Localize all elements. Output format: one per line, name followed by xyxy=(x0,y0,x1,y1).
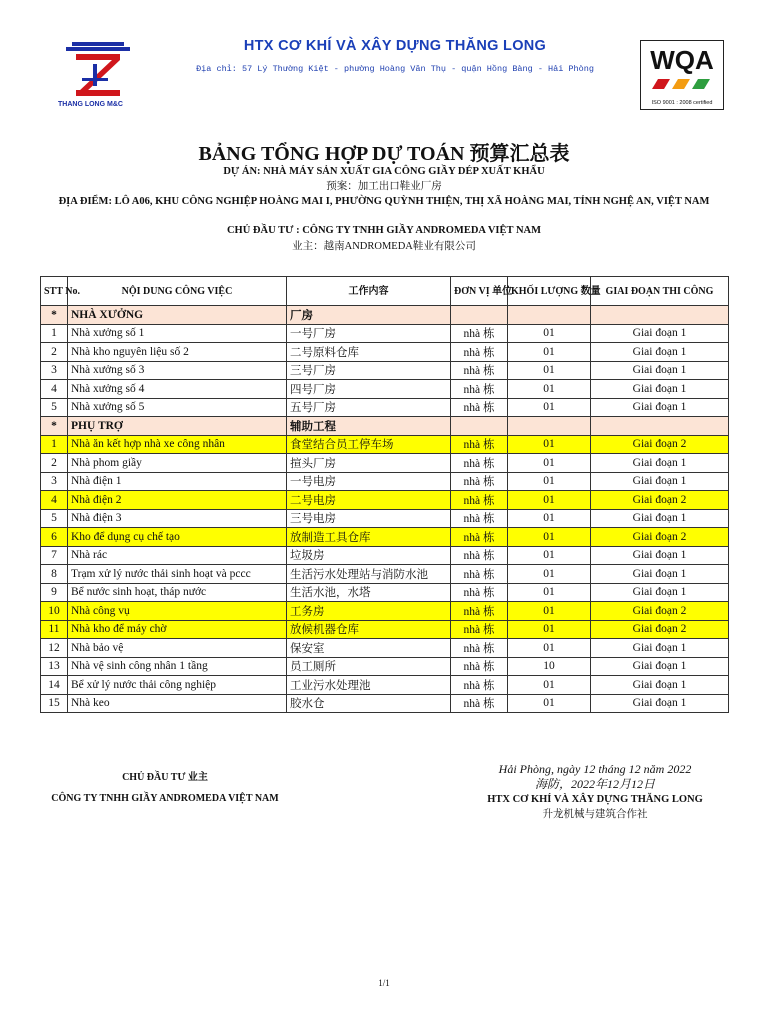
row-phase: Giai đoạn 1 xyxy=(591,380,729,399)
row-phase: Giai đoạn 2 xyxy=(591,528,729,547)
row-phase xyxy=(591,417,729,436)
row-unit: nhà 栋 xyxy=(451,620,508,639)
row-content: Nhà xưởng số 3 xyxy=(68,361,287,380)
row-stt: 3 xyxy=(41,361,68,380)
row-unit: nhà 栋 xyxy=(451,380,508,399)
table-row xyxy=(41,472,729,491)
row-quantity: 01 xyxy=(508,546,591,565)
project-name-cn: 预案：加工出口鞋业厂房 xyxy=(326,181,442,192)
row-stt: 14 xyxy=(41,676,68,695)
row-content: NHÀ XƯỞNG xyxy=(68,306,287,325)
row-stt: 4 xyxy=(41,491,68,510)
contractor-company-cn: 升龙机械与建筑合作社 xyxy=(542,809,648,820)
row-phase: Giai đoạn 1 xyxy=(591,694,729,713)
row-quantity: 01 xyxy=(508,676,591,695)
row-content: PHỤ TRỢ xyxy=(68,417,287,436)
row-content: Nhà kho nguyên liệu số 2 xyxy=(68,343,287,362)
row-unit: nhà 栋 xyxy=(451,491,508,510)
project-name: DỰ ÁN: NHÀ MÁY SẢN XUẤT GIA CÔNG GIẦY DÉP XUẤT KHẨU xyxy=(223,166,545,177)
table-row xyxy=(41,639,729,658)
page-number: 1/1 xyxy=(378,978,390,988)
row-content-cn: 揎头厂房 xyxy=(287,454,451,473)
row-unit: nhà 栋 xyxy=(451,657,508,676)
row-content: Nhà keo xyxy=(68,694,287,713)
row-phase: Giai đoạn 1 xyxy=(591,398,729,417)
table-row xyxy=(41,657,729,676)
row-quantity: 01 xyxy=(508,509,591,528)
row-quantity: 01 xyxy=(508,472,591,491)
table-row xyxy=(41,694,729,713)
row-quantity: 01 xyxy=(508,491,591,510)
row-stt: 2 xyxy=(41,343,68,362)
row-unit xyxy=(451,417,508,436)
row-content-cn: 三号厂房 xyxy=(287,361,451,380)
row-quantity: 01 xyxy=(508,583,591,602)
row-content-cn: 一号厂房 xyxy=(287,324,451,343)
table-row xyxy=(41,602,729,621)
table-row xyxy=(41,583,729,602)
row-phase: Giai đoạn 1 xyxy=(591,657,729,676)
row-phase: Giai đoạn 1 xyxy=(591,343,729,362)
row-stt: 10 xyxy=(41,602,68,621)
header-stt: STT No. xyxy=(41,277,68,306)
row-unit: nhà 栋 xyxy=(451,639,508,658)
row-content-cn: 胶水仓 xyxy=(287,694,451,713)
row-stt: 1 xyxy=(41,435,68,454)
row-phase: Giai đoạn 2 xyxy=(591,435,729,454)
investor-signature-block xyxy=(40,770,290,806)
row-content: Bể xử lý nước thải công nghiệp xyxy=(68,676,287,695)
row-stt: 6 xyxy=(41,528,68,547)
investor-name-cn: 业主：越南ANDROMEDA鞋业有限公司 xyxy=(292,241,476,252)
row-quantity: 01 xyxy=(508,380,591,399)
row-stt: * xyxy=(41,417,68,436)
row-phase xyxy=(591,306,729,325)
row-content: Nhà rác xyxy=(68,546,287,565)
row-quantity: 01 xyxy=(508,454,591,473)
signature-date-cn: 海防，2022年12月12日 xyxy=(534,777,655,791)
row-content-cn: 放制造工具仓库 xyxy=(287,528,451,547)
row-quantity xyxy=(508,417,591,436)
contractor-signature-block xyxy=(450,762,740,822)
row-content-cn: 工业污水处理池 xyxy=(287,676,451,695)
table-row xyxy=(41,491,729,510)
row-phase: Giai đoạn 2 xyxy=(591,620,729,639)
row-quantity: 10 xyxy=(508,657,591,676)
row-unit: nhà 栋 xyxy=(451,583,508,602)
row-content-cn: 二号电房 xyxy=(287,491,451,510)
row-unit: nhà 栋 xyxy=(451,528,508,547)
row-quantity: 01 xyxy=(508,639,591,658)
row-unit: nhà 栋 xyxy=(451,565,508,584)
row-content: Nhà xưởng số 4 xyxy=(68,380,287,399)
company-address: Địa chỉ: 57 Lý Thường Kiệt - phường Hoàng Văn Thụ - quận Hồng Bàng - Hải Phòng xyxy=(196,64,594,74)
row-content-cn: 四号厂房 xyxy=(287,380,451,399)
row-stt: 8 xyxy=(41,565,68,584)
row-quantity xyxy=(508,306,591,325)
table-row xyxy=(41,435,729,454)
row-content: Bể nước sinh hoạt, tháp nước xyxy=(68,583,287,602)
row-content-cn: 厂房 xyxy=(287,306,451,325)
header-unit: ĐƠN VỊ 单位 xyxy=(451,277,508,306)
table-row xyxy=(41,343,729,362)
row-content: Nhà điện 3 xyxy=(68,509,287,528)
row-unit: nhà 栋 xyxy=(451,361,508,380)
row-unit: nhà 栋 xyxy=(451,509,508,528)
row-phase: Giai đoạn 2 xyxy=(591,602,729,621)
row-phase: Giai đoạn 1 xyxy=(591,546,729,565)
row-phase: Giai đoạn 2 xyxy=(591,491,729,510)
row-unit: nhà 栋 xyxy=(451,546,508,565)
company-name: HTX CƠ KHÍ VÀ XÂY DỰNG THĂNG LONG xyxy=(243,38,547,54)
table-section-row xyxy=(41,417,729,436)
investor-name: CHỦ ĐẦU TƯ : CÔNG TY TNHH GIẦY ANDROMEDA VIỆT NAM xyxy=(226,225,542,236)
row-phase: Giai đoạn 1 xyxy=(591,324,729,343)
thang-long-logo-icon xyxy=(60,40,136,102)
row-quantity: 01 xyxy=(508,398,591,417)
row-stt: 1 xyxy=(41,324,68,343)
row-unit: nhà 栋 xyxy=(451,454,508,473)
row-phase: Giai đoạn 1 xyxy=(591,509,729,528)
row-stt: 7 xyxy=(41,546,68,565)
row-phase: Giai đoạn 1 xyxy=(591,472,729,491)
row-stt: 13 xyxy=(41,657,68,676)
row-content: Kho để dụng cụ chế tạo xyxy=(68,528,287,547)
row-quantity: 01 xyxy=(508,565,591,584)
table-row xyxy=(41,509,729,528)
row-quantity: 01 xyxy=(508,602,591,621)
row-stt: 5 xyxy=(41,398,68,417)
iso-cert-text: ISO 9001 : 2008 certified xyxy=(651,100,713,106)
row-unit: nhà 栋 xyxy=(451,398,508,417)
row-content-cn: 工务房 xyxy=(287,602,451,621)
table-section-row xyxy=(41,306,729,325)
row-content: Nhà xưởng số 1 xyxy=(68,324,287,343)
row-content-cn: 五号厂房 xyxy=(287,398,451,417)
row-unit: nhà 栋 xyxy=(451,324,508,343)
row-content: Nhà bảo vệ xyxy=(68,639,287,658)
row-stt: 3 xyxy=(41,472,68,491)
row-phase: Giai đoạn 1 xyxy=(591,639,729,658)
wqa-logo-text: WQA xyxy=(650,45,714,75)
document-title: BẢNG TỔNG HỢP DỰ TOÁN 预算汇总表 xyxy=(198,143,570,165)
row-quantity: 01 xyxy=(508,343,591,362)
header-content-cn: 工作内容 xyxy=(287,277,451,306)
row-content: Nhà điện 1 xyxy=(68,472,287,491)
table-row xyxy=(41,676,729,695)
header-quantity: KHỐI LƯỢNG 数量 xyxy=(508,277,591,306)
row-stt: 15 xyxy=(41,694,68,713)
row-phase: Giai đoạn 1 xyxy=(591,565,729,584)
row-stt: 12 xyxy=(41,639,68,658)
row-content: Nhà phom giầy xyxy=(68,454,287,473)
row-stt: 2 xyxy=(41,454,68,473)
row-content: Nhà vệ sinh công nhân 1 tầng xyxy=(68,657,287,676)
row-content-cn: 保安室 xyxy=(287,639,451,658)
row-content-cn: 生活污水处理站与消防水池 xyxy=(287,565,451,584)
estimate-table xyxy=(40,276,729,713)
row-quantity: 01 xyxy=(508,435,591,454)
table-row xyxy=(41,398,729,417)
row-content: Nhà kho để máy chờ xyxy=(68,620,287,639)
row-content-cn: 一号电房 xyxy=(287,472,451,491)
row-content: Nhà xưởng số 5 xyxy=(68,398,287,417)
table-row xyxy=(41,454,729,473)
row-quantity: 01 xyxy=(508,528,591,547)
table-row xyxy=(41,620,729,639)
row-stt: 9 xyxy=(41,583,68,602)
row-unit xyxy=(451,306,508,325)
row-content-cn: 员工厕所 xyxy=(287,657,451,676)
row-stt: 5 xyxy=(41,509,68,528)
table-row xyxy=(41,528,729,547)
row-content: Nhà điện 2 xyxy=(68,491,287,510)
row-unit: nhà 栋 xyxy=(451,472,508,491)
row-unit: nhà 栋 xyxy=(451,676,508,695)
row-phase: Giai đoạn 1 xyxy=(591,583,729,602)
row-quantity: 01 xyxy=(508,620,591,639)
table-row xyxy=(41,324,729,343)
row-unit: nhà 栋 xyxy=(451,602,508,621)
row-phase: Giai đoạn 1 xyxy=(591,454,729,473)
investor-signature-title: CHỦ ĐẦU TƯ 业主 xyxy=(122,772,208,783)
table-row xyxy=(41,361,729,380)
row-phase: Giai đoạn 1 xyxy=(591,361,729,380)
table-row xyxy=(41,380,729,399)
row-phase: Giai đoạn 1 xyxy=(591,676,729,695)
row-stt: 4 xyxy=(41,380,68,399)
row-quantity: 01 xyxy=(508,324,591,343)
investor-signature-company: CÔNG TY TNHH GIẦY ANDROMEDA VIỆT NAM xyxy=(51,793,279,804)
row-content: Nhà ăn kết hợp nhà xe công nhân xyxy=(68,435,287,454)
row-content-cn: 垃圾房 xyxy=(287,546,451,565)
row-content-cn: 放候机器仓库 xyxy=(287,620,451,639)
row-unit: nhà 栋 xyxy=(451,435,508,454)
row-quantity: 01 xyxy=(508,694,591,713)
row-content: Nhà công vụ xyxy=(68,602,287,621)
row-quantity: 01 xyxy=(508,361,591,380)
row-stt: 11 xyxy=(41,620,68,639)
table-row xyxy=(41,546,729,565)
row-content-cn: 食堂结合员工停车场 xyxy=(287,435,451,454)
header-phase: GIAI ĐOẠN THI CÔNG xyxy=(591,277,729,306)
table-row xyxy=(41,565,729,584)
project-location: ĐỊA ĐIỂM: LÔ A06, KHU CÔNG NGHIỆP HOÀNG MAI I, PHƯỜNG QUỲNH THIỆN, THỊ XÃ HOÀNG MAI, TỈNH NGHỆ AN, VIỆT NAM xyxy=(58,196,710,207)
iso-certification-badge xyxy=(640,40,724,110)
row-content-cn: 辅助工程 xyxy=(287,417,451,436)
row-content-cn: 三号电房 xyxy=(287,509,451,528)
table-header-row xyxy=(41,277,729,306)
row-stt: * xyxy=(41,306,68,325)
row-content-cn: 生活水池，水塔 xyxy=(287,583,451,602)
row-unit: nhà 栋 xyxy=(451,694,508,713)
signature-date: Hải Phòng, ngày 12 tháng 12 năm 2022 xyxy=(498,762,692,776)
wqa-stripes-icon xyxy=(652,79,712,89)
row-content: Trạm xử lý nước thải sinh hoạt và pccc xyxy=(68,565,287,584)
row-unit: nhà 栋 xyxy=(451,343,508,362)
row-content-cn: 二号原料仓库 xyxy=(287,343,451,362)
logo-caption: THANG LONG M&C xyxy=(58,101,123,108)
contractor-company: HTX CƠ KHÍ VÀ XÂY DỰNG THĂNG LONG xyxy=(487,794,703,805)
header-content: NỘI DUNG CÔNG VIỆC xyxy=(68,277,287,306)
